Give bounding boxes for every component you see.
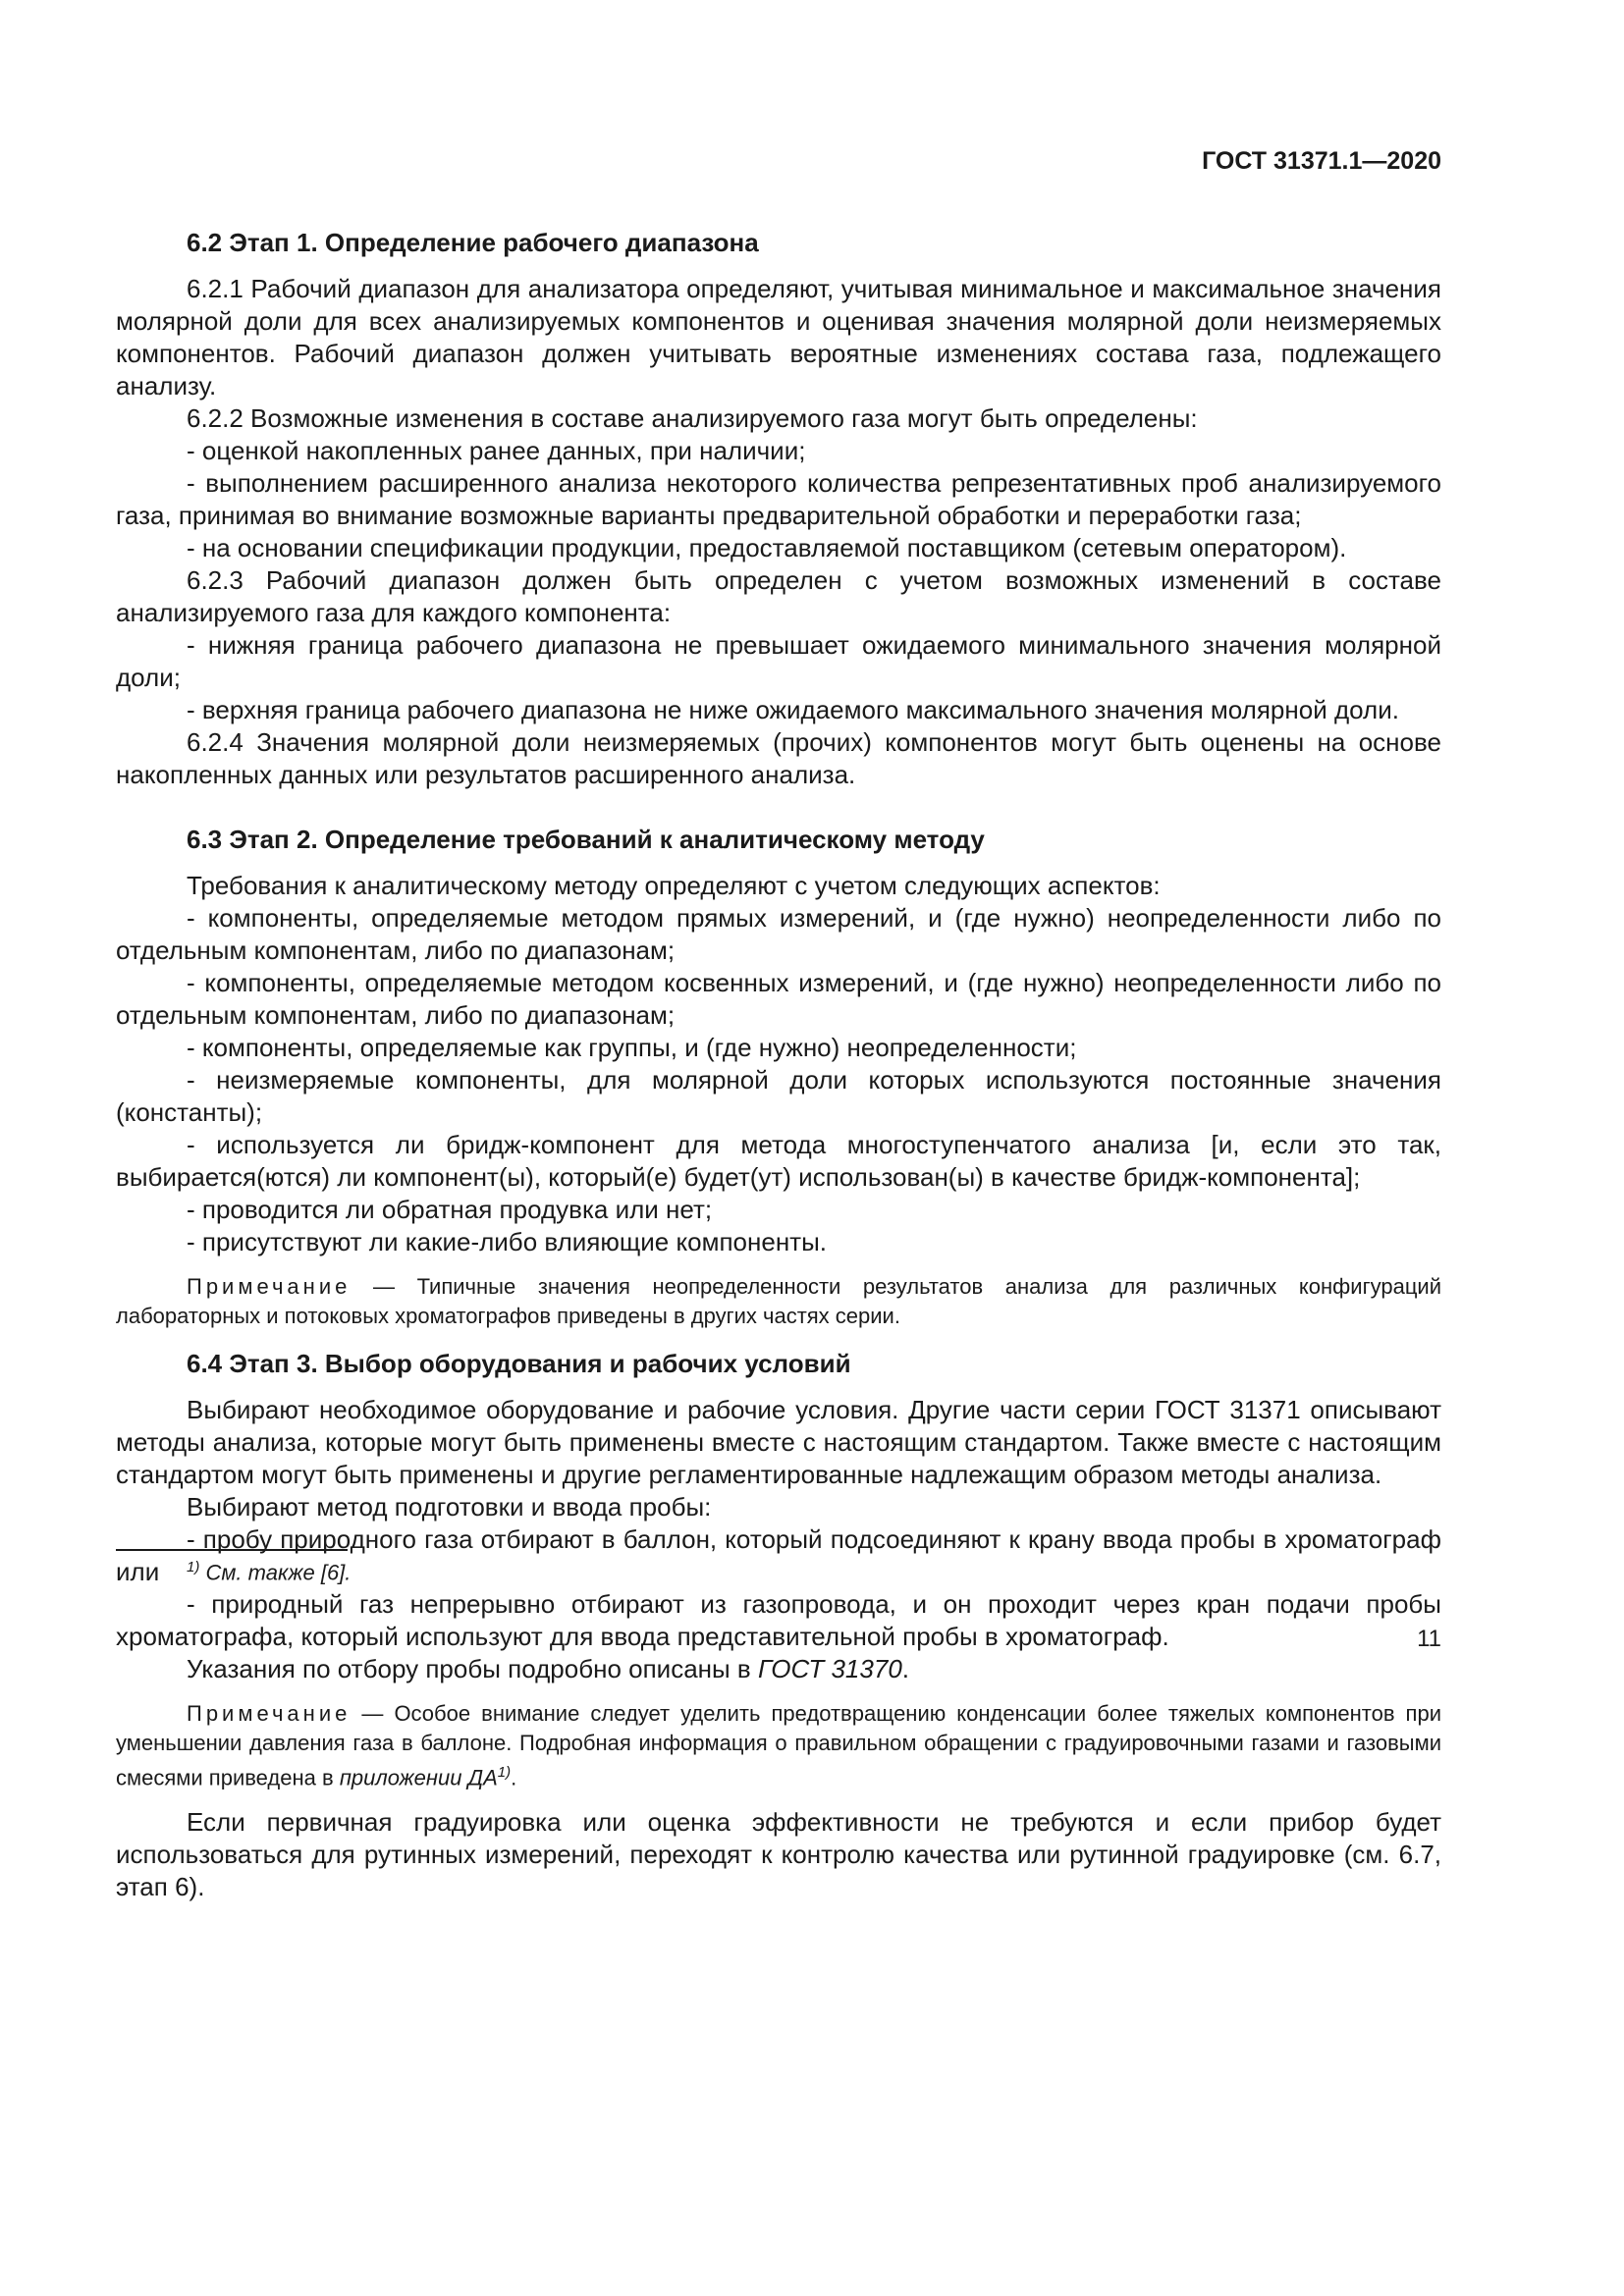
paragraph <box>116 1653 1441 1685</box>
paragraph: 6.2.1 Рабочий диапазон для анализатора определяют, учитывая минимальное и максимальное значения молярной доли для всех анализируемых компонентов и оценивая значения молярной доли неизмеряемых компонентов. Рабочий диапазон должен учитывать вероятные изменениях состава газа, подлежащего анализу. <box>116 274 1441 400</box>
list-item: - природный газ непрерывно отбирают из газопровода, и он проходит через кран подачи пробы хроматографа, который используют для ввода представительной пробы в хроматограф. <box>116 1589 1441 1651</box>
note <box>116 1272 1441 1331</box>
note-label: Примечание <box>187 1701 352 1726</box>
text: . <box>901 1654 910 1683</box>
list-item: - компоненты, определяемые как группы, и (где нужно) неопределенности; <box>187 1033 1077 1062</box>
list-item: - неизмеряемые компоненты, для молярной доли которых используются постоянные значения (константы); <box>116 1065 1441 1127</box>
paragraph: Требования к аналитическому методу определяют с учетом следующих аспектов: <box>187 871 1161 900</box>
list-item: - используется ли бридж-компонент для метода многоступенчатого анализа [и, если это так, выбирается(ются) ли компонент(ы), который(е) будет(ут) использован(ы) в качестве бридж-компонента]; <box>116 1130 1441 1192</box>
note-text: — Особое внимание следует уделить предотвращению конденсации более тяжелых компонентов при уменьшении давления газа в баллоне. Подробная информация о правильном обращении с градуировочными газами и газовыми смесями приведена в <box>116 1701 1441 1790</box>
list-item: - присутствуют ли какие-либо влияющие компоненты. <box>187 1227 828 1256</box>
text: Указания по отбору пробы подробно описаны в <box>187 1654 758 1683</box>
list-item: - компоненты, определяемые методом косвенных измерений, и (где нужно) неопределенности либо по отдельным компонентам, либо по диапазонам; <box>116 968 1441 1030</box>
list-item: - пробу природного газа отбирают в баллон, который подсоединяют к крану ввода пробы в хроматограф или <box>116 1524 1441 1586</box>
paragraph: Выбирают необходимое оборудование и рабочие условия. Другие части серии ГОСТ 31371 описывают методы анализа, которые могут быть применены вместе с настоящим стандартом. Также вместе с настоящим стандартом могут быть применены и другие регламентированные надлежащим образом методы анализа. <box>116 1395 1441 1489</box>
footnote-separator <box>116 1549 348 1551</box>
page-number: 11 <box>1417 1626 1441 1652</box>
paragraph: 6.2.4 Значения молярной доли неизмеряемых (прочих) компонентов могут быть оценены на основе накопленных данных или результатов расширенного анализа. <box>116 727 1441 789</box>
list-item: - выполнением расширенного анализа некоторого количества репрезентативных проб анализируемого газа, принимая во внимание возможные варианты предварительной обработки и переработки газа; <box>116 468 1441 530</box>
paragraph: 6.2.2 Возможные изменения в составе анализируемого газа могут быть определены: <box>187 403 1198 433</box>
list-item: - на основании спецификации продукции, предоставляемой поставщиком (сетевым оператором). <box>187 533 1347 562</box>
paragraph: 6.2.3 Рабочий диапазон должен быть определен с учетом возможных изменений в составе анализируемого газа для каждого компонента: <box>116 565 1441 627</box>
footnote-mark: 1) <box>187 1559 200 1575</box>
section-6-3-title: 6.3 Этап 2. Определение требований к аналитическому методу <box>187 825 985 854</box>
annex-reference: приложении ДА <box>339 1765 498 1790</box>
section-6-2-title: 6.2 Этап 1. Определение рабочего диапазона <box>187 228 759 257</box>
paragraph: Если первичная градуировка или оценка эффективности не требуются и если прибор будет использоваться для рутинных измерений, переходят к контролю качества или рутинной градуировке (см. 6.7, этап 6). <box>116 1807 1441 1902</box>
note <box>116 1699 1441 1792</box>
footnote <box>187 1559 351 1585</box>
page-body <box>116 214 1441 1903</box>
list-item: - компоненты, определяемые методом прямых измерений, и (где нужно) неопределенности либо по отдельным компонентам, либо по диапазонам; <box>116 903 1441 965</box>
standard-reference: ГОСТ 31370 <box>757 1654 902 1683</box>
note-label: Примечание <box>187 1274 352 1299</box>
footnote-marker: 1) <box>497 1764 512 1781</box>
list-item: - верхняя граница рабочего диапазона не ниже ожидаемого максимального значения молярной доли. <box>187 695 1399 724</box>
document-header-id: ГОСТ 31371.1—2020 <box>1202 147 1441 175</box>
note-text: — Типичные значения неопределенности результатов анализа для различных конфигураций лабораторных и потоковых хроматографов приведены в других частях серии. <box>116 1274 1441 1328</box>
paragraph: Выбирают метод подготовки и ввода пробы: <box>187 1492 712 1522</box>
text: . <box>511 1765 517 1790</box>
section-6-4-title: 6.4 Этап 3. Выбор оборудования и рабочих условий <box>187 1349 851 1378</box>
list-item: - проводится ли обратная продувка или нет; <box>187 1195 713 1224</box>
list-item: - оценкой накопленных ранее данных, при наличии; <box>187 436 806 465</box>
list-item: - нижняя граница рабочего диапазона не превышает ожидаемого минимального значения молярной доли; <box>116 630 1441 692</box>
footnote-text: См. также [6]. <box>199 1560 352 1585</box>
